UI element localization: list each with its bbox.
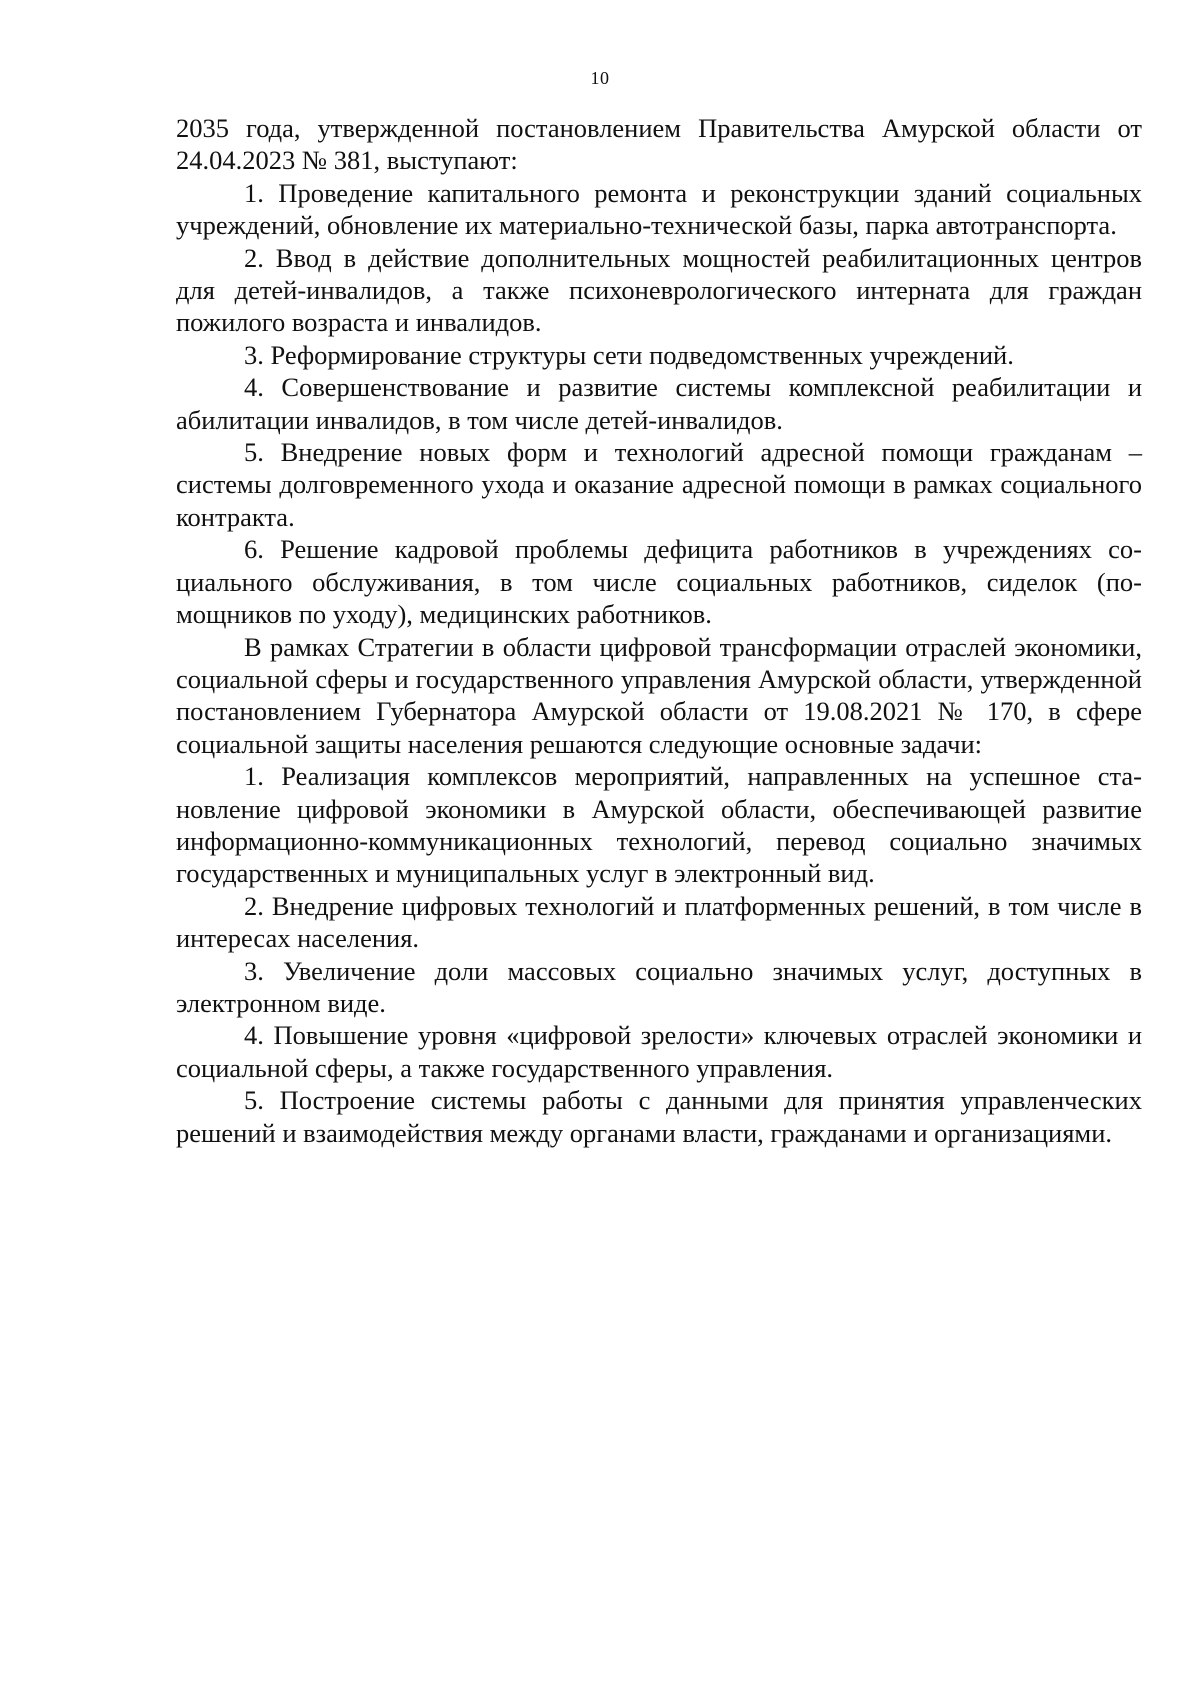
paragraph-task-4: 4. Повышение уровня «цифровой зрелости» ключевых отраслей экономики и социальной сферы, а также государственного управления. — [176, 1020, 1142, 1083]
paragraph-task-3: 3. Увеличение доли массовых социально значимых услуг, доступных в электронном виде. — [176, 955, 1142, 1018]
paragraph-task-2: 2. Внедрение цифровых технологий и платформенных решений, в том числе в интересах населения. — [176, 890, 1142, 954]
paragraph-continuation: 2035 года, утвержденной постановлением Правительства Амурской области от 24.04.2023 № 381, выступают: — [176, 113, 1142, 176]
paragraph-item-6: 6. Решение кадровой проблемы дефицита работников в учреждениях социального обслуживания, в том числе социальных работников, сиделок (помощников по уходу), медицинских работников. — [176, 534, 1142, 630]
paragraph-item-3: 3. Реформирование структуры сети подведомственных учреждений. — [244, 339, 1014, 370]
paragraph-item-5: 5. Внедрение новых форм и технологий адресной помощи гражданам – системы долговременного ухода и оказание адресной помощи в рамках социального контракта. — [176, 437, 1142, 532]
paragraph-strategy-intro: В рамках Стратегии в области цифровой трансформации отраслей экономики, социальной сферы и государственного управления Амурской области, утвержденной постановлением Губернатора Амурской области от 19.08.2021 № 170, в сфере социальной защиты населения решаются следующие основные задачи: — [176, 631, 1142, 759]
paragraph-item-4: 4. Совершенствование и развитие системы комплексной реабилитации и абилитации инвалидов, в том числе детей-инвалидов. — [176, 372, 1142, 435]
paragraph-task-5: 5. Построение системы работы с данными для принятия управленческих решений и взаимодействия между органами власти, гражданами и организациями. — [176, 1085, 1142, 1148]
document-body — [176, 112, 1142, 1149]
paragraph-item-1: 1. Проведение капитального ремонта и реконструкции зданий социальных учреждений, обновление их материально-технической базы, парка автотранспорта. — [176, 177, 1142, 241]
page-number: 10 — [590, 68, 610, 88]
paragraph-item-2: 2. Ввод в действие дополнительных мощностей реабилитационных центров для детей-инвалидов, а также психоневрологического интерната для граждан пожилого возраста и инвалидов. — [176, 242, 1142, 338]
paragraph-task-1: 1. Реализация комплексов мероприятий, направленных на успешное становление цифровой экономики в Амурской области, обеспечивающей развитие информационно-коммуникационных технологий, перевод социально значимых государственных и муниципальных услуг в электронный вид. — [176, 761, 1142, 889]
